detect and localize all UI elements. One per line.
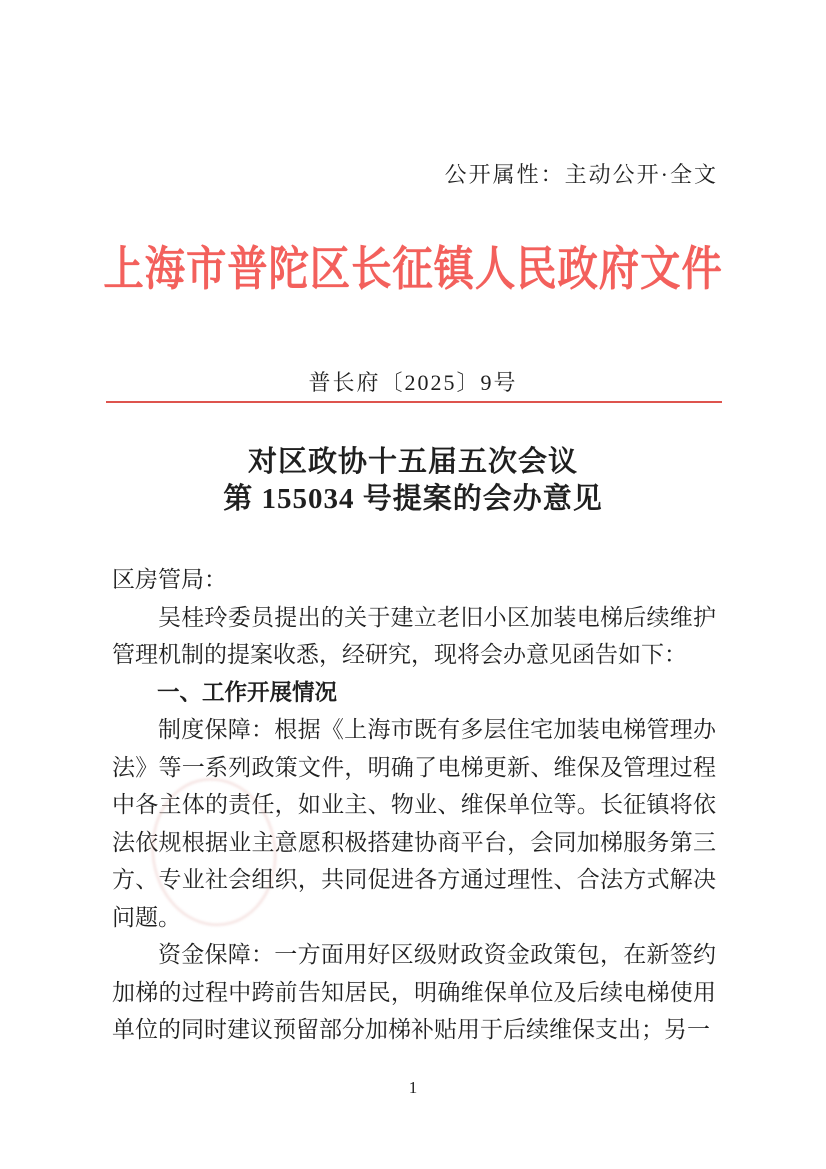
agency-header-text: 上海市普陀区长征镇人民政府文件 — [103, 244, 723, 296]
section-heading: 一、工作开展情况 — [157, 679, 338, 705]
salutation: 区房管局： — [112, 567, 227, 592]
page-number: 1 — [408, 1078, 418, 1097]
document-title — [0, 444, 826, 518]
paragraph-funding-guarantee: 资金保障：一方面用好区级财政资金政策包，在新签约加梯的过程中跨前告知居民，明确维保单位及后续电梯使用单位的同时建议预留部分加梯补贴用于后续维保支出；另一 — [112, 942, 716, 1042]
publicity-attribute: 公开属性：主动公开·全文 — [444, 162, 718, 187]
document-title-line2: 第 155034 号提案的会办意见 — [223, 483, 603, 515]
document-number: 普长府〔2025〕9号 — [308, 370, 518, 395]
intro-paragraph: 吴桂玲委员提出的关于建立老旧小区加装电梯后续维护管理机制的提案收悉，经研究，现将会办意见函告如下： — [112, 604, 716, 667]
agency-header-banner — [0, 232, 826, 299]
paragraph-system-guarantee: 制度保障：根据《上海市既有多层住宅加装电梯管理办法》等一系列政策文件，明确了电梯更新、维保及管理过程中各主体的责任，如业主、物业、维保单位等。长征镇将依法依规根据业主意愿积极搭建协商平台，会同加梯服务第三方、专业社会组织，共同促进各方通过理性、合法方式解决问题。 — [112, 717, 716, 930]
document-title-line1: 对区政协十五届五次会议 — [247, 446, 578, 478]
red-separator-rule — [106, 401, 722, 403]
